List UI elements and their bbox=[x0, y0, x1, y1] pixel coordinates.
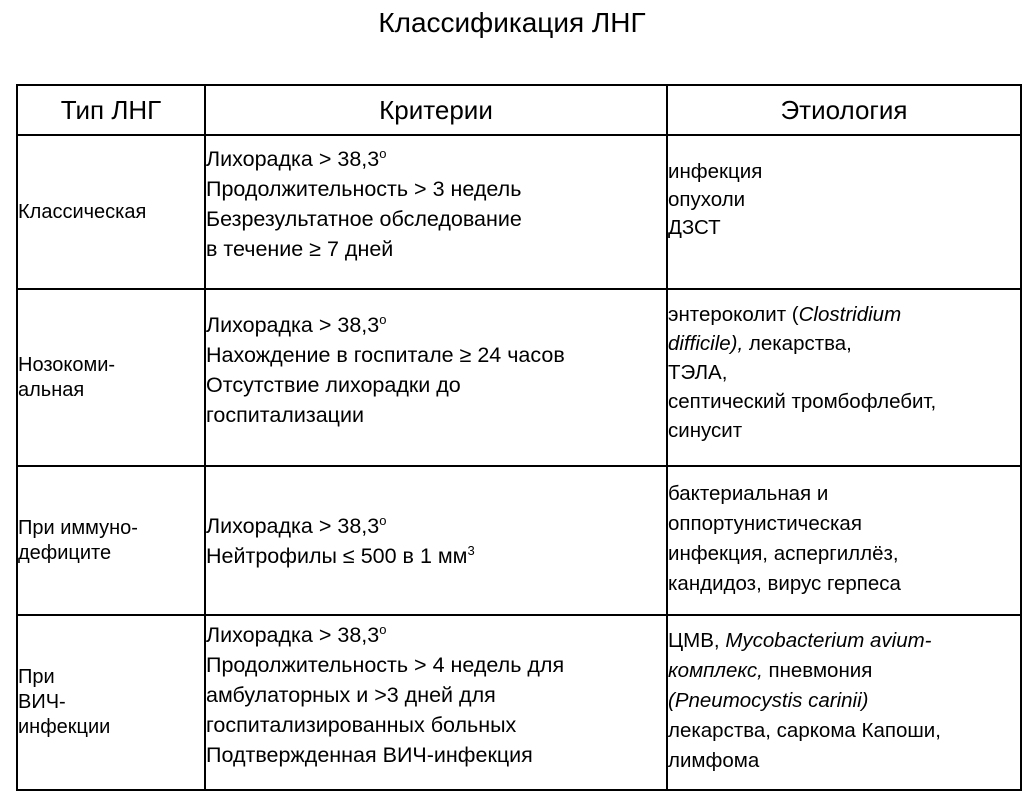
criteria-cell bbox=[205, 615, 667, 790]
etiology-line bbox=[668, 186, 1020, 214]
text: синусит bbox=[668, 419, 743, 442]
criteria-line: Лихорадка > $38,3^о$ bbox=[206, 146, 387, 171]
text: инфекция, аспергиллёз, bbox=[668, 542, 899, 565]
etiology-line bbox=[668, 569, 1020, 599]
header-criteria: Критерии bbox=[205, 85, 667, 135]
etiology-cell bbox=[667, 466, 1021, 615]
type-line: инфекции bbox=[18, 716, 111, 738]
italic-text: difficile), bbox=[668, 332, 744, 355]
criteria-line: Нахождение в госпитале ≥ 24 часов bbox=[206, 343, 565, 367]
etiology-line bbox=[668, 746, 1020, 776]
table-row bbox=[17, 135, 1021, 289]
type-line: ВИЧ- bbox=[18, 691, 66, 713]
header-type: Тип ЛНГ bbox=[17, 85, 205, 135]
criteria-line: в течение ≥ 7 дней bbox=[206, 237, 394, 261]
italic-text: Mycobacterium avium- bbox=[725, 629, 932, 652]
criteria-cell bbox=[205, 289, 667, 466]
etiology-line bbox=[668, 387, 1020, 416]
header-etiology: Этиология bbox=[667, 85, 1021, 135]
criteria-line: Продолжительность > 4 недель для bbox=[206, 653, 565, 677]
type-line: Классическая bbox=[18, 200, 147, 223]
etiology-line bbox=[668, 656, 1020, 686]
criteria-line: Продолжительность > 3 недель bbox=[206, 177, 522, 201]
etiology-line bbox=[668, 479, 1020, 509]
criteria-line: госпитализированных больных bbox=[206, 713, 517, 737]
type-cell bbox=[17, 615, 205, 790]
type-cell bbox=[17, 289, 205, 466]
etiology-line bbox=[668, 329, 1020, 358]
criteria-line: Нейтрофилы ≤ 500 в 1 $мм^3$ bbox=[206, 542, 475, 568]
etiology-line bbox=[668, 214, 1020, 242]
criteria-line: Безрезультатное обследование bbox=[206, 207, 522, 231]
italic-text: комплекс, bbox=[668, 659, 763, 682]
type-line: При иммуно- bbox=[18, 516, 138, 539]
text: ЦМВ, bbox=[668, 629, 726, 652]
criteria-line: Отсутствие лихорадки до bbox=[206, 373, 461, 397]
superscript: о bbox=[379, 512, 387, 528]
type-line: Нозокоми- bbox=[18, 353, 116, 376]
superscript: 3 bbox=[467, 542, 475, 558]
etiology-line bbox=[668, 416, 1020, 445]
superscript: о bbox=[379, 312, 387, 327]
etiology-line bbox=[668, 358, 1020, 387]
criteria-cell bbox=[205, 135, 667, 289]
etiology-cell bbox=[667, 135, 1021, 289]
italic-text: Clostridium bbox=[798, 303, 902, 326]
type-line: дефиците bbox=[18, 541, 112, 564]
text: лекарства, bbox=[743, 332, 852, 355]
criteria-line: Лихорадка > $38,3^о$ bbox=[206, 512, 387, 538]
table-header-row bbox=[17, 85, 1021, 135]
text: опухоли bbox=[668, 188, 746, 211]
type-cell bbox=[17, 135, 205, 289]
criteria-line: Лихорадка > $38,3^о$ bbox=[206, 622, 387, 647]
text: бактериальная и bbox=[668, 482, 829, 505]
etiology-line bbox=[668, 509, 1020, 539]
text: инфекция bbox=[668, 160, 763, 183]
classification-table bbox=[16, 84, 1022, 791]
etiology-cell bbox=[667, 289, 1021, 466]
text: септический тромбофлебит, bbox=[668, 390, 937, 413]
table-row bbox=[17, 615, 1021, 790]
etiology-line bbox=[668, 300, 1020, 329]
criteria-cell bbox=[205, 466, 667, 615]
etiology-line bbox=[668, 686, 1020, 716]
criteria-line: Подтвержденная ВИЧ-инфекция bbox=[206, 743, 533, 767]
table-row bbox=[17, 466, 1021, 615]
page-title: Классификация ЛНГ bbox=[378, 7, 646, 38]
etiology-line bbox=[668, 539, 1020, 569]
text: энтероколит ( bbox=[668, 303, 799, 326]
text: кандидоз, вирус герпеса bbox=[668, 572, 901, 595]
text: оппортунистическая bbox=[668, 512, 862, 535]
type-line: При bbox=[18, 666, 55, 688]
italic-text: (Pneumocystis carinii) bbox=[668, 689, 869, 712]
text: ДЗСТ bbox=[668, 216, 721, 239]
table-row bbox=[17, 289, 1021, 466]
etiology-cell bbox=[667, 615, 1021, 790]
criteria-line: Лихорадка > $38,3^о$ bbox=[206, 312, 387, 337]
criteria-line: амбулаторных и >3 дней для bbox=[206, 683, 496, 707]
text: лимфома bbox=[668, 749, 760, 772]
etiology-line bbox=[668, 716, 1020, 746]
type-line: альная bbox=[18, 378, 85, 401]
text: ТЭЛА, bbox=[668, 361, 728, 384]
superscript: о bbox=[379, 146, 387, 161]
etiology-line bbox=[668, 158, 1020, 186]
superscript: о bbox=[379, 622, 387, 637]
type-cell bbox=[17, 466, 205, 615]
criteria-line: госпитализации bbox=[206, 403, 364, 427]
etiology-line bbox=[668, 626, 1020, 656]
text: лекарства, саркома Капоши, bbox=[668, 719, 941, 742]
text: пневмония bbox=[762, 659, 873, 682]
